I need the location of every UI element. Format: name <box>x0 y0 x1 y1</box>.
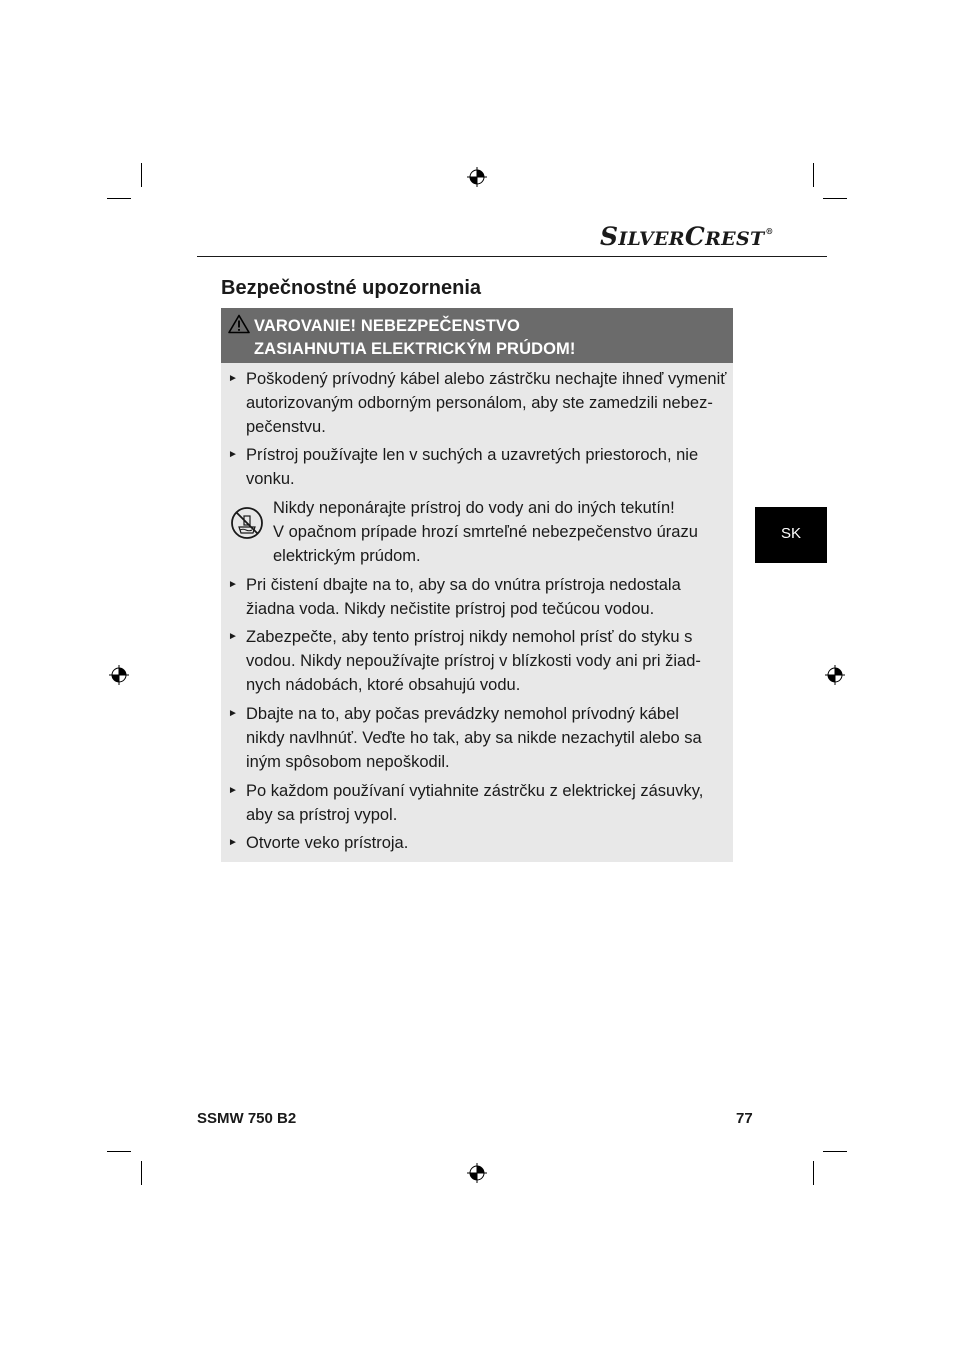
bullet-icon: ► <box>228 837 238 848</box>
body-text-line: autorizovaným odborným personálom, aby ste zamedzili nebez- <box>246 394 713 412</box>
body-text-line: Dbajte na to, aby počas prevádzky nemohol prívodný kábel <box>246 705 679 723</box>
footer-model: SSMW 750 B2 <box>197 1110 297 1127</box>
body-text-line: Nikdy neponárajte prístroj do vody ani do iných tekutín! <box>273 499 675 517</box>
crop-mark <box>107 1151 131 1152</box>
crop-mark <box>813 163 814 187</box>
body-text-line: Otvorte veko prístroja. <box>246 834 409 852</box>
section-title: Bezpečnostné upozornenia <box>221 277 482 299</box>
bullet-icon: ► <box>228 708 238 719</box>
language-tab-label: SK <box>780 525 801 542</box>
crop-mark <box>813 1161 814 1185</box>
crop-mark <box>107 198 131 199</box>
body-text-line: nych nádobách, ktoré obsahujú vodu. <box>246 676 521 694</box>
body-text-line: Poškodený prívodný kábel alebo zástrčku nechajte ihneď vymeniť <box>246 370 727 388</box>
bullet-icon: ► <box>228 579 238 590</box>
body-text-line: aby sa prístroj vypol. <box>246 806 398 824</box>
no-immersion-icon <box>230 506 264 540</box>
registration-mark-icon <box>825 665 845 685</box>
crop-mark <box>141 1161 142 1185</box>
language-tab <box>755 507 827 563</box>
body-text-line: nikdy navlhnúť. Veďte ho tak, aby sa nikde nezachytil alebo sa <box>246 729 702 747</box>
warning-triangle-icon <box>228 314 250 334</box>
body-text-line: Prístroj používajte len v suchých a uzavretých priestoroch, nie <box>246 446 699 464</box>
body-text-line: iným spôsobom nepoškodil. <box>246 753 450 771</box>
bullet-icon: ► <box>228 631 238 642</box>
bullet-icon: ► <box>228 373 238 384</box>
crop-mark <box>823 1151 847 1152</box>
body-text-line: elektrickým prúdom. <box>273 547 421 565</box>
registration-mark-icon <box>467 167 487 187</box>
header-rule <box>197 256 827 257</box>
crop-mark <box>823 198 847 199</box>
warning-title-line: ZASIAHNUTIA ELEKTRICKÝM PRÚDOM! <box>254 340 576 358</box>
body-text-line: V opačnom prípade hrozí smrteľné nebezpečenstvo úrazu <box>273 523 698 541</box>
registration-mark-icon <box>109 665 129 685</box>
bullet-icon: ► <box>228 785 238 796</box>
page-number: 77 <box>736 1110 753 1127</box>
body-text-line: žiadna voda. Nikdy nečistite prístroj pod tečúcou vodou. <box>246 600 655 618</box>
body-text-line: vonku. <box>246 470 295 488</box>
bullet-icon: ► <box>228 449 238 460</box>
crop-mark <box>141 163 142 187</box>
body-text-line: pečenstvu. <box>246 418 326 436</box>
body-text-line: Zabezpečte, aby tento prístroj nikdy nemohol prísť do styku s <box>246 628 693 646</box>
warning-header <box>221 308 733 363</box>
warning-title-line: VAROVANIE! NEBEZPEČENSTVO <box>254 317 520 335</box>
body-text-line: Po každom používaní vytiahnite zástrčku z elektrickej zásuvky, <box>246 782 704 800</box>
registration-mark-icon <box>467 1163 487 1183</box>
brand-logo: SILVERCREST® <box>600 222 774 251</box>
body-text-line: vodou. Nikdy nepoužívajte prístroj v blízkosti vody ani pri žiad- <box>246 652 701 670</box>
body-text-line: Pri čistení dbajte na to, aby sa do vnútra prístroja nedostala <box>246 576 681 594</box>
